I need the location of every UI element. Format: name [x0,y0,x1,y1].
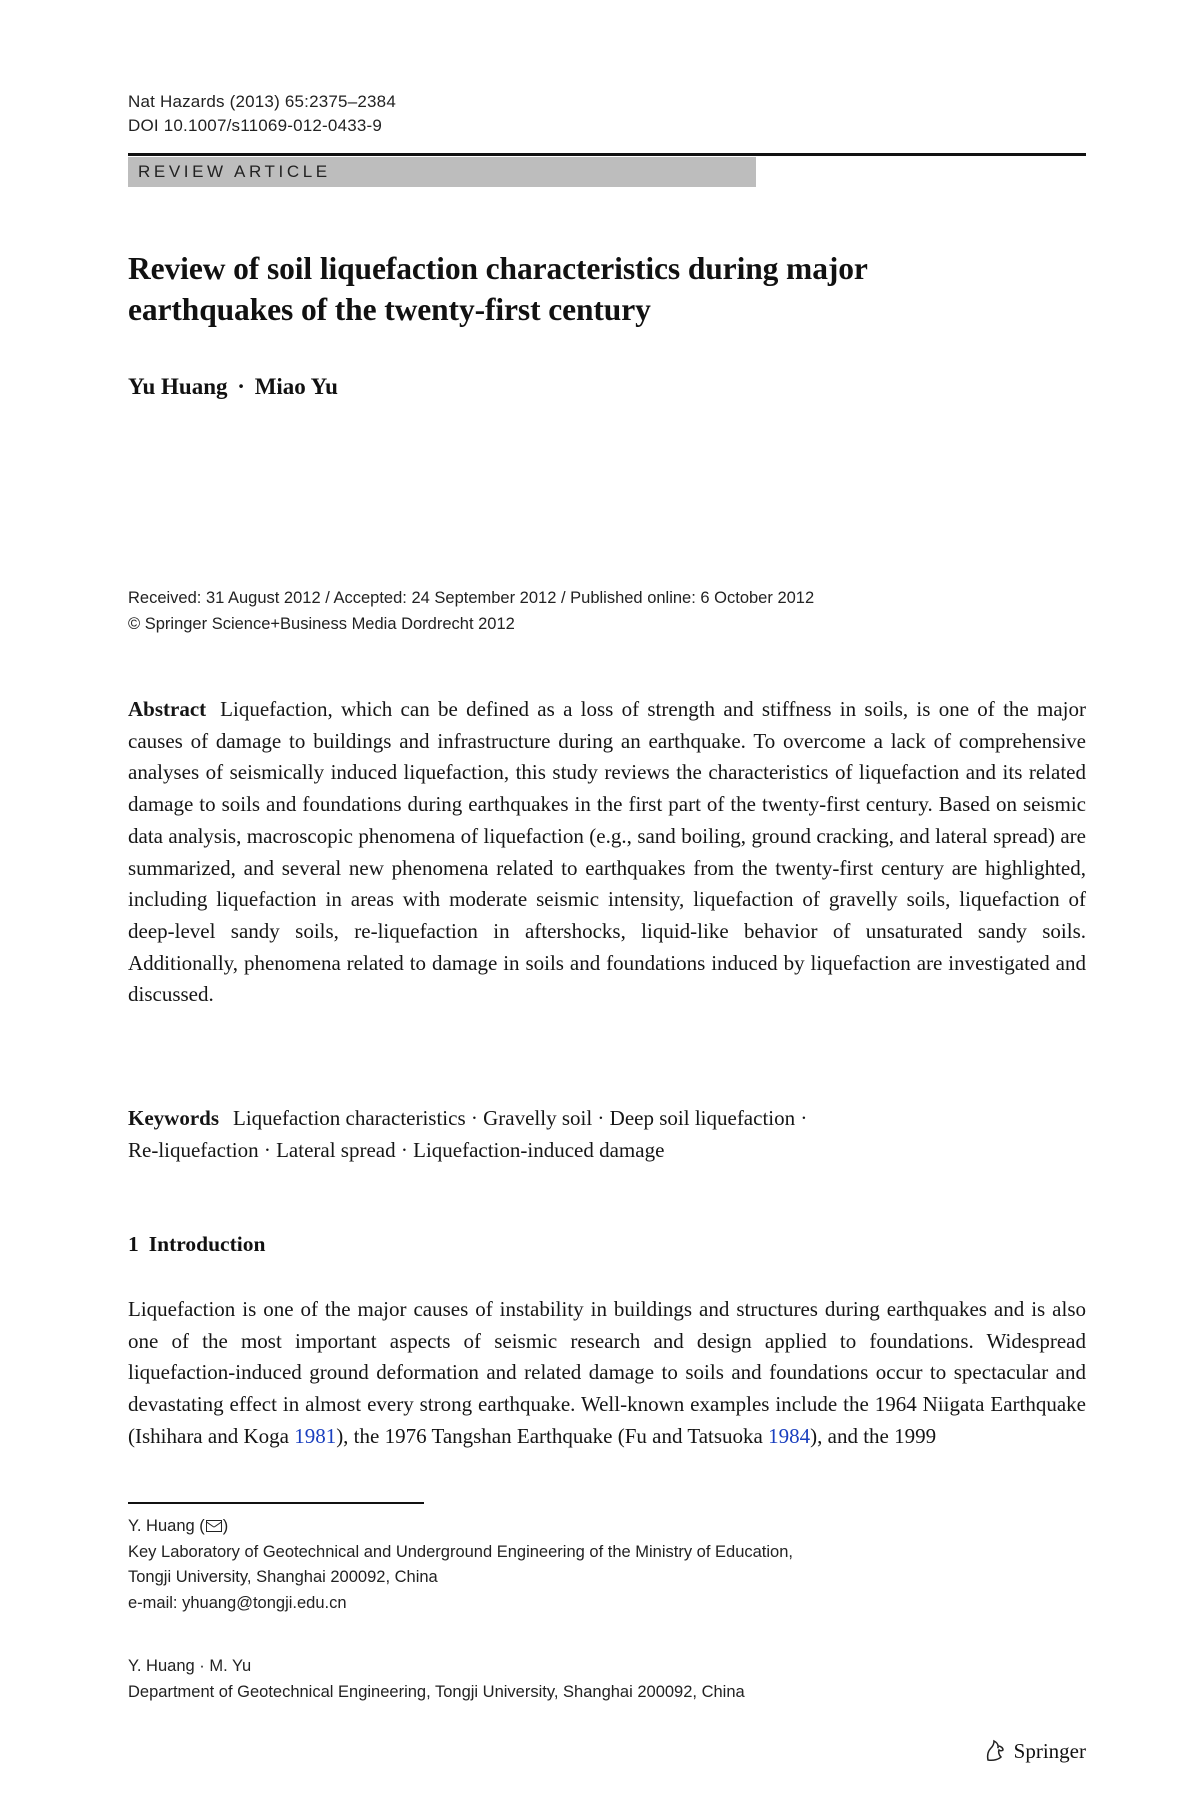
citation-link[interactable]: 1984 [768,1423,811,1448]
title-line-2: earthquakes of the twenty-first century [128,292,651,327]
keywords-line-2: Re-liquefaction · Lateral spread · Liquefaction-induced damage [128,1137,665,1162]
affiliation-authors: Y. Huang · M. Yu [128,1657,252,1675]
author-affiliation-1 [128,1514,793,1616]
section-number: 1 [128,1232,139,1256]
intro-text: ), and the 1999 [810,1423,937,1448]
springer-horse-icon [982,1738,1008,1764]
article-title [128,248,1086,330]
corresponding-author-close: ) [222,1517,229,1535]
abstract [128,694,1086,1011]
abstract-text: Liquefaction, which can be defined as a loss of strength and stiffness in soils, is one of the major causes of damage to buildings and infrastructure during an earthquake. To overcome a lack of comprehensive analyses of seismically induced liquefaction, this study reviews the characteristics of liquefaction and its related damage to soils and foundations during earthquakes in the first part of the twenty-first century. Based on seismic data analysis, macroscopic phenomena of liquefaction (e.g., sand boiling, ground cracking, and lateral spread) are summarized, and several new phenomena related to earthquakes from the twenty-first century are highlighted, including liquefaction in areas with moderate seismic intensity, liquefaction of gravelly soils, liquefaction of deep-level sandy soils, re-liquefaction in aftershocks, liquid-like behavior of unsaturated sandy soils. Additionally, phenomena related to damage in soils and foundations induced by liquefaction are investigated and discussed. [128,697,1086,1007]
paper-page [128,0,1086,1820]
affiliation-line: Tongji University, Shanghai 200092, China [128,1568,438,1586]
publisher-name: Springer [1013,1738,1086,1763]
author-affiliation-2 [128,1654,745,1705]
corresponding-author: Y. Huang ( [128,1517,205,1535]
keywords-label: Keywords [128,1106,219,1130]
publisher-mark [982,1738,1086,1764]
journal-citation: Nat Hazards (2013) 65:2375–2384 [128,92,396,111]
section-heading-introduction [128,1232,265,1257]
publication-history [128,585,814,637]
date-history: Received: 31 August 2012 / Accepted: 24 September 2012 / Published online: 6 October 2012 [128,589,815,607]
affiliation-line: Key Laboratory of Geotechnical and Underground Engineering of the Ministry of Education, [128,1542,793,1561]
affiliation-line: Department of Geotechnical Engineering, Tongji University, Shanghai 200092, China [128,1682,745,1701]
header-rule [128,153,1086,156]
footnote-rule [128,1502,424,1504]
copyright-notice: © Springer Science+Business Media Dordrecht 2012 [128,615,515,633]
author-email[interactable]: e-mail: yhuang@tongji.edu.cn [128,1593,347,1612]
doi: DOI 10.1007/s11069-012-0433-9 [128,116,383,135]
keywords [128,1103,1086,1166]
title-line-1: Review of soil liquefaction characteristics during major [128,251,868,286]
section-title: Introduction [148,1232,266,1256]
author-name: Miao Yu [254,374,338,399]
keywords-line-1: Liquefaction characteristics · Gravelly soil · Deep soil liquefaction · [233,1106,808,1130]
intro-text: Liquefaction is one of the major causes of instability in buildings and structures during earthquakes and is also one of the most important aspects of seismic research and design applied to foundations. Widespread liquefaction-induced ground deformation and related damage to soils and foundations occur to spectacular and devastating effect in almost every strong earthquake. Well-known examples include the 1964 Niigata Earthquake (Ishihara and Koga [128,1297,1086,1448]
introduction-paragraph [128,1294,1086,1453]
envelope-icon [206,1520,222,1532]
author-list [128,374,338,400]
citation-link[interactable]: 1981 [294,1423,337,1448]
intro-text: ), the 1976 Tangshan Earthquake (Fu and Tatsuoka [336,1423,769,1448]
author-name: Yu Huang [128,374,228,399]
abstract-label: Abstract [128,697,207,721]
author-separator: · [237,374,245,399]
article-type-banner: REVIEW ARTICLE [128,157,756,187]
